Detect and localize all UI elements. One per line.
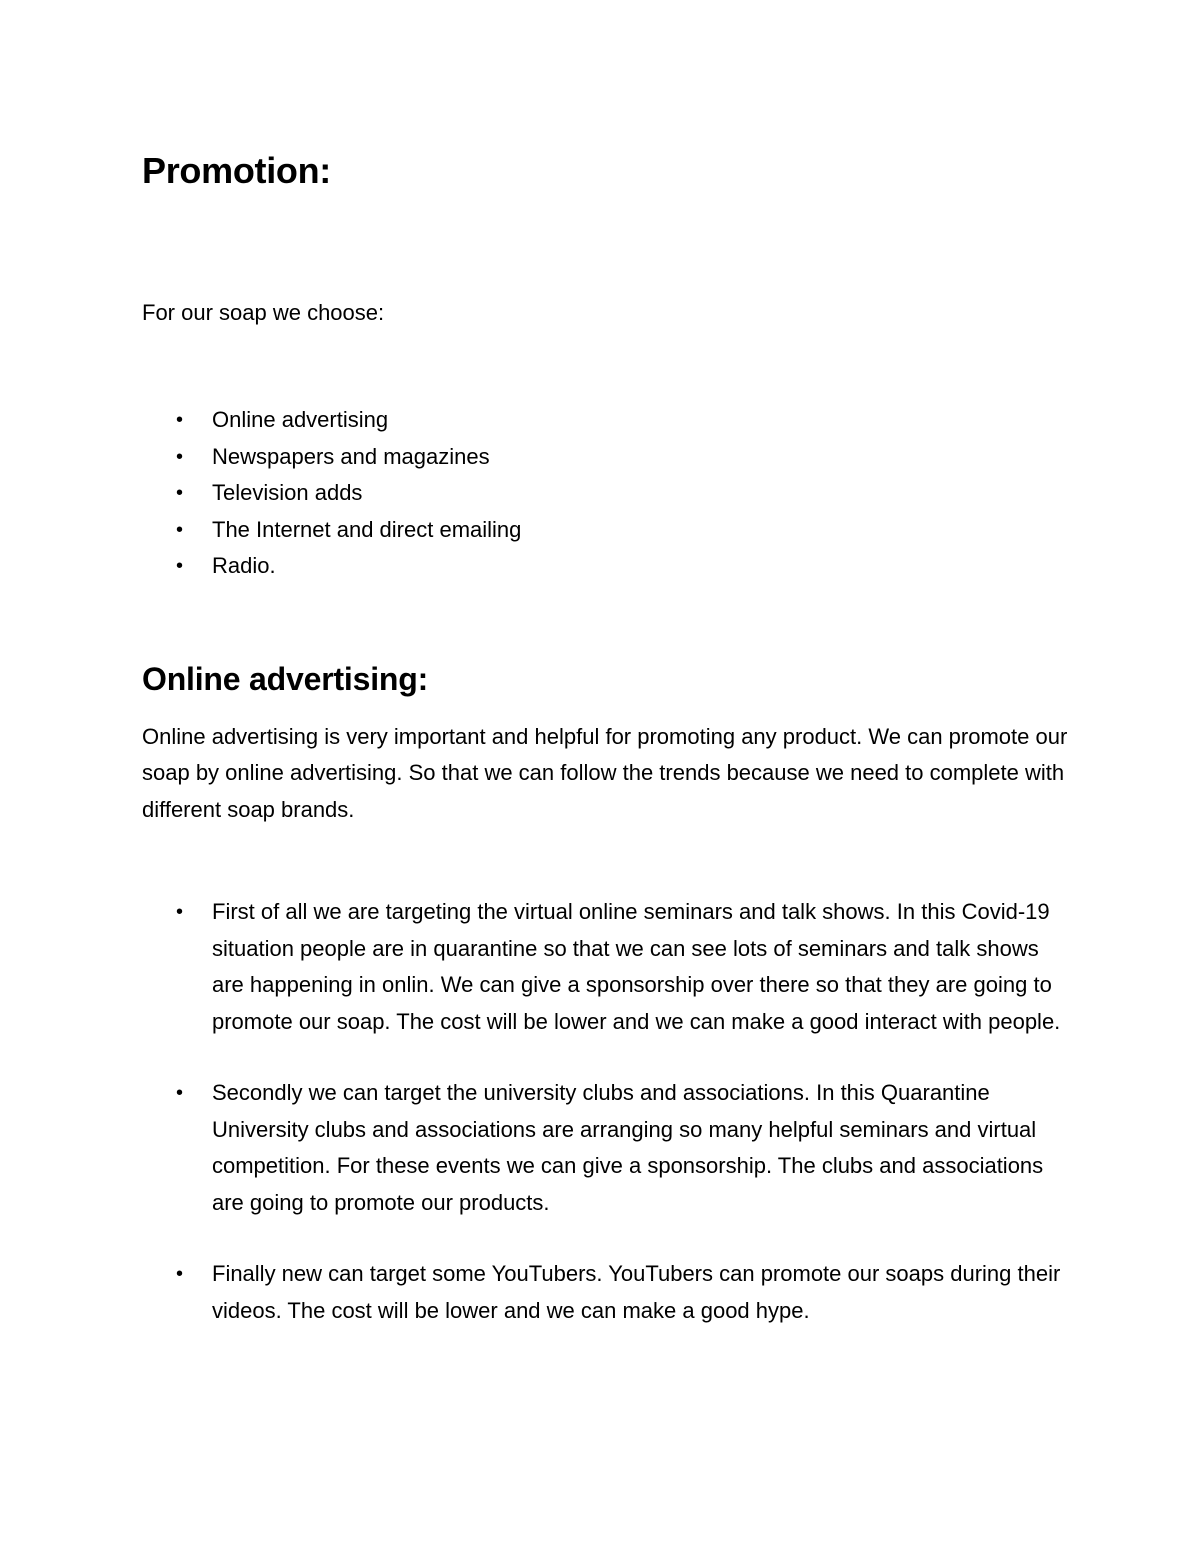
- bullet-icon: •: [176, 409, 184, 431]
- section-paragraph: Online advertising is very important and helpful for promoting any product. We can promote our soap by online advertising. So that we can follow the trends because we need to complete with different soap brands.: [142, 723, 1068, 822]
- promotion-tools-list: [142, 402, 1072, 585]
- bullet-icon: •: [176, 901, 184, 923]
- list-item: [142, 1075, 1072, 1221]
- list-item-text: Finally new can target some YouTubers. YouTubers can promote our soaps during their videos. The cost will be lower and we can make a good hype.: [212, 1261, 1061, 1323]
- document-content: [142, 148, 1072, 1364]
- list-item: [142, 439, 1072, 476]
- list-item-text: First of all we are targeting the virtual online seminars and talk shows. In this Covid-19 situation people are in quarantine so that we can see lots of seminars and talk shows are happening in onlin. We can give a sponsorship over there so that they are going to promote our soap. The cost will be lower and we can make a good interact with people.: [212, 899, 1061, 1034]
- bullet-icon: •: [176, 555, 184, 577]
- list-item: [142, 1256, 1072, 1329]
- list-item-text: The Internet and direct emailing: [212, 516, 522, 542]
- list-item: [142, 548, 1072, 585]
- list-item: [142, 894, 1072, 1040]
- page-title: Promotion:: [142, 150, 331, 191]
- list-item-text: Secondly we can target the university clubs and associations. In this Quarantine University clubs and associations are arranging so many helpful seminars and virtual competition. For these events we can give a sponsorship. The clubs and associations are going to promote our products.: [212, 1080, 1044, 1215]
- list-item-text: Radio.: [212, 553, 276, 578]
- intro-text: For our soap we choose:: [142, 300, 385, 325]
- bullet-icon: •: [176, 445, 184, 468]
- section-heading: Online advertising:: [142, 660, 429, 697]
- strategy-points-list: [142, 894, 1072, 1329]
- bullet-icon: •: [176, 1263, 184, 1285]
- bullet-icon: •: [176, 1082, 184, 1104]
- list-item-text: Online advertising: [212, 407, 389, 432]
- list-item: [142, 475, 1072, 512]
- bullet-icon: •: [176, 482, 184, 504]
- list-item-text: Television adds: [212, 480, 363, 505]
- bullet-icon: •: [176, 518, 184, 541]
- list-item: [142, 402, 1072, 439]
- list-item: [142, 512, 1072, 549]
- list-item-text: Newspapers and magazines: [212, 443, 490, 469]
